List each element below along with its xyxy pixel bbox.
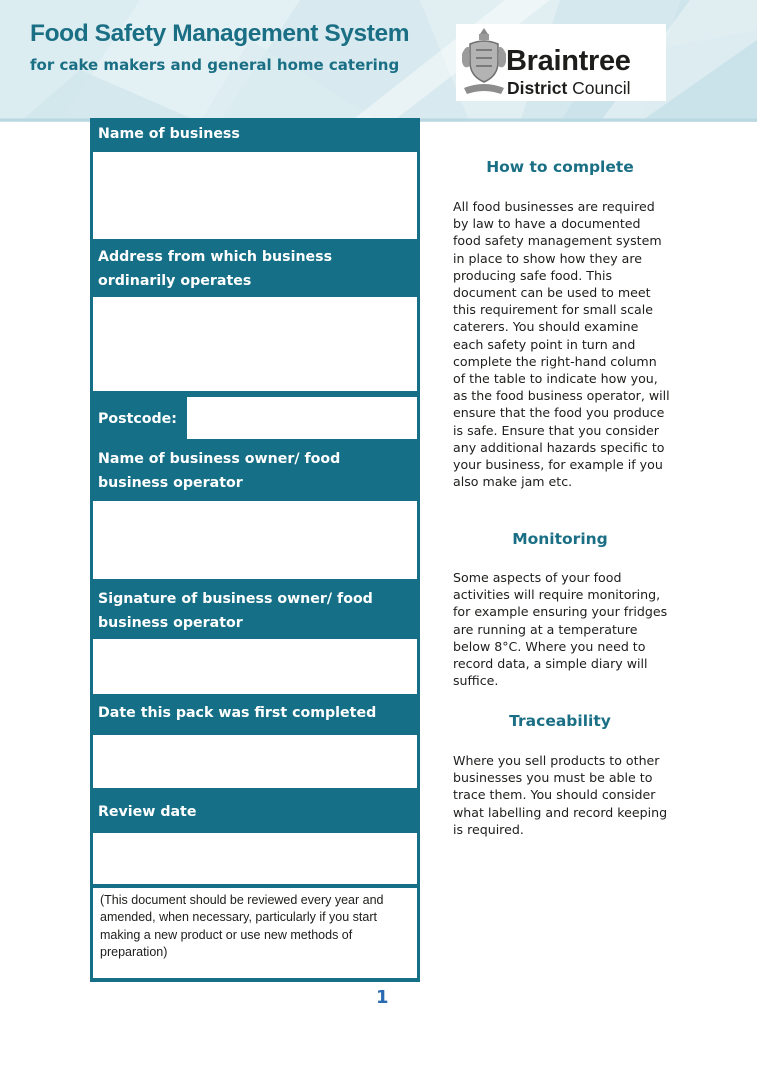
how-to-complete-heading: How to complete bbox=[486, 158, 634, 176]
traceability-heading: Traceability bbox=[509, 712, 611, 730]
header-banner bbox=[0, 0, 757, 122]
business-name-field[interactable] bbox=[93, 152, 417, 239]
monitoring-text: Some aspects of your food activities will require monitoring, for example ensuring your fridges are running at a temperature below 8°C. Where you need to record data, a simple diary will suffice. bbox=[453, 570, 668, 689]
how-to-complete-section bbox=[453, 158, 673, 176]
address-field[interactable] bbox=[93, 297, 417, 391]
signature-field[interactable] bbox=[93, 639, 417, 694]
logo-council-word: Council bbox=[567, 78, 631, 98]
review-date-field[interactable] bbox=[93, 833, 417, 884]
traceability-body bbox=[453, 752, 673, 838]
logo-district-word: District bbox=[507, 78, 568, 98]
document-title: Food Safety Management System bbox=[30, 20, 410, 47]
review-date-label: Review date bbox=[98, 804, 197, 820]
date-completed-label: Date this pack was first completed bbox=[98, 705, 377, 721]
address-label: Address from which business ordinarily operates bbox=[98, 249, 333, 289]
page-number: 1 bbox=[376, 987, 389, 1008]
monitoring-section bbox=[453, 530, 673, 548]
monitoring-heading: Monitoring bbox=[512, 530, 608, 548]
logo-name-line2 bbox=[507, 79, 631, 97]
review-note: (This document should be reviewed every year and amended, when necessary, particularly if you start making a new product or use new methods of preparation) bbox=[100, 893, 384, 959]
traceability-text: Where you sell products to other businesses you must be able to trace them. You should consider what labelling and record keeping is required. bbox=[453, 753, 668, 837]
council-logo bbox=[456, 24, 666, 101]
postcode-label: Postcode: bbox=[98, 411, 177, 427]
owner-name-label: Name of business owner/ food business operator bbox=[98, 451, 341, 491]
how-to-complete-text: All food businesses are required by law to have a documented food safety management system in place to show how they are producing safe food. This document can be used to meet this requirement for small scale caterers. You should examine each safety point in turn and complete the right-hand column of the table to indicate how you, as the food business operator, will ensure that the food you produce is safe. Ensure that you consider any additional hazards specific to your business, for example if you also make jam etc. bbox=[453, 199, 670, 490]
how-to-complete-body bbox=[453, 198, 673, 490]
coat-of-arms-icon bbox=[460, 24, 508, 98]
document-subtitle: for cake makers and general home catering bbox=[30, 56, 400, 74]
postcode-field[interactable] bbox=[187, 397, 417, 439]
monitoring-body bbox=[453, 569, 673, 689]
business-name-label: Name of business bbox=[98, 126, 240, 142]
review-note-box bbox=[93, 888, 417, 978]
business-details-form bbox=[90, 118, 420, 982]
owner-name-field[interactable] bbox=[93, 501, 417, 579]
traceability-section bbox=[453, 712, 673, 730]
signature-label: Signature of business owner/ food business operator bbox=[98, 591, 373, 631]
date-completed-field[interactable] bbox=[93, 735, 417, 788]
logo-name-line1: Braintree bbox=[506, 45, 631, 77]
